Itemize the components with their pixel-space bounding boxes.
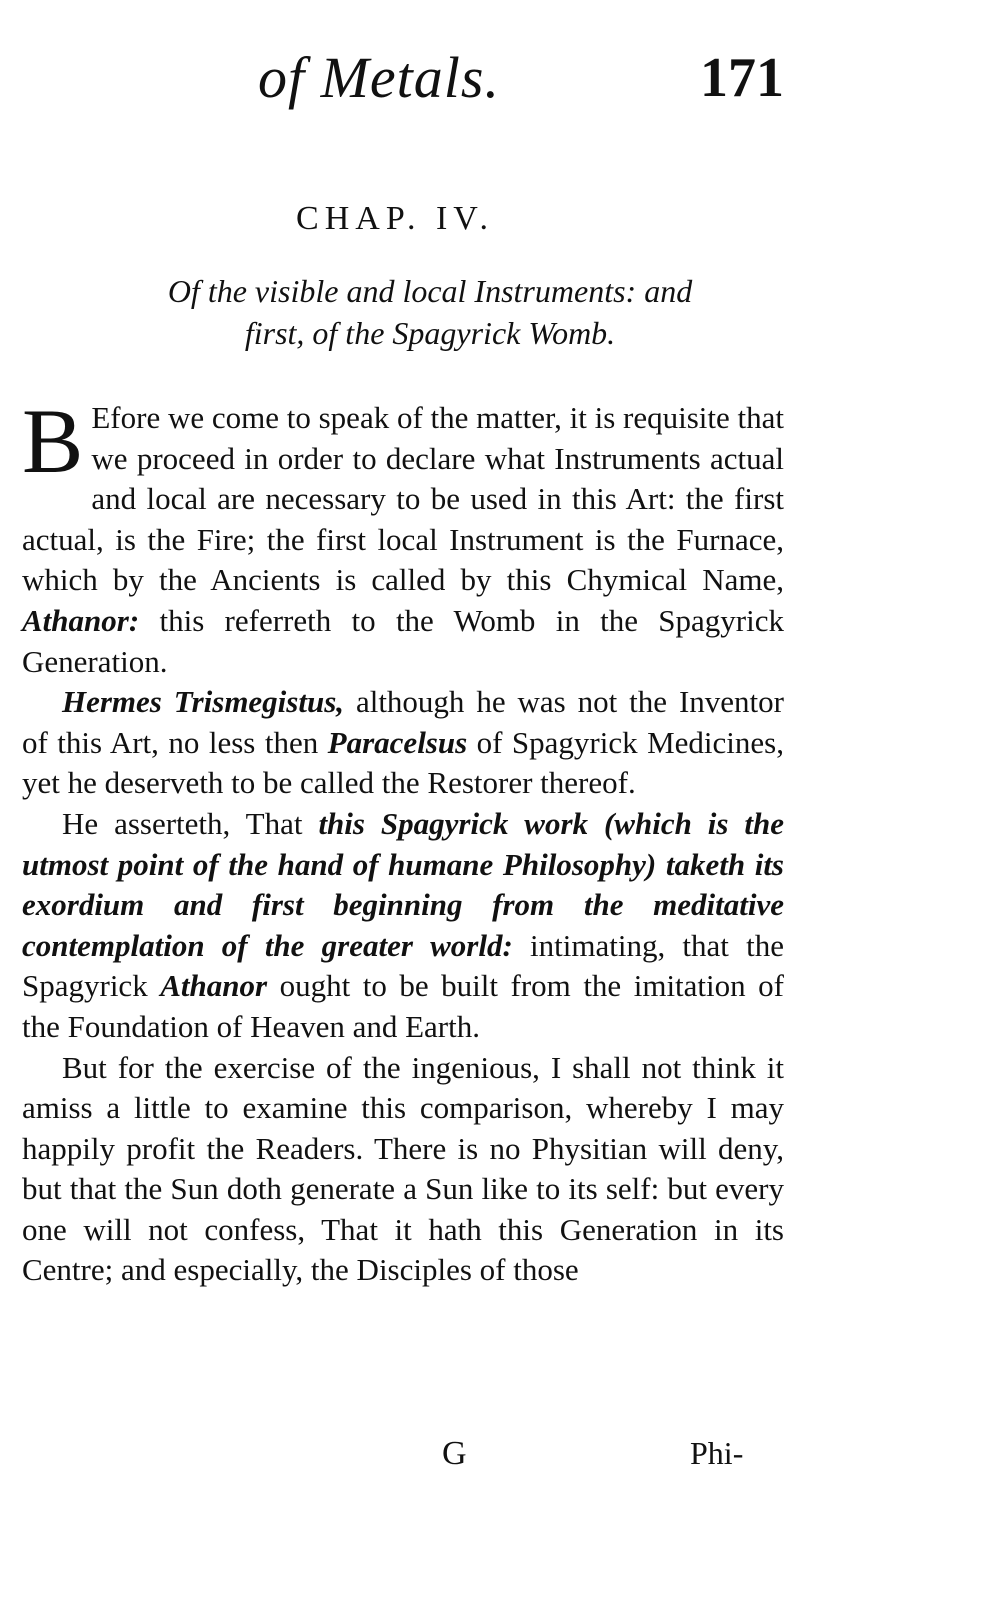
paragraph-4: [22, 1048, 784, 1292]
running-title: of Metals.: [258, 45, 500, 110]
page-number: 171: [700, 47, 784, 109]
page-footer: [0, 1435, 1000, 1485]
paragraph-3-text-end: ought to be built from the imitation of the Foundation of Heaven and Earth.: [22, 968, 785, 1044]
paragraph-3-text-mid: intimating, that the Spagyrick: [22, 927, 785, 1004]
drop-cap: B: [22, 390, 84, 492]
signature-mark: G: [442, 1435, 467, 1472]
paragraph-1: [22, 390, 784, 682]
paragraph-3-text: He asserteth, That: [62, 805, 319, 841]
paragraph-4-text: But for the exercise of the ingenious, I shall not think it amiss a little to examine this comparison, whereby I may happily profit the Readers. There is no Physitian will deny, but that the Sun doth generate a Sun like to its self: but every one will not confess, That it hath this Generation in its Centre; and especially, the Disciples of those: [22, 1049, 784, 1288]
paragraph-1-text: Efore we come to speak of the matter, it is requisite that we proceed in order to declare what Instruments actual and local are necessary to be used in this Art: the first actual, is the Fire; the first local Instrument is the Furnace, which by the Ancients is called by this Chymical Name,: [22, 400, 784, 598]
hermes-name: Hermes Trismegistus,: [62, 684, 345, 720]
running-head: [0, 38, 1000, 118]
body-text: [22, 390, 785, 1291]
paragraph-1-text-end: this referreth to the Womb in the Spagyrick Generation.: [22, 602, 784, 679]
italic-quotation: this Spagyrick work (which is the utmost point of the hand of humane Philosophy) taketh its exordium and first beginning from the meditative contemplation of the greater world:: [22, 805, 784, 963]
chapter-subtitle-line-1: Of the visible and local Instruments: and: [167, 273, 693, 309]
athanor-term-2: Athanor: [160, 968, 268, 1004]
catchword: Phi-: [690, 1435, 744, 1471]
paragraph-2-text: although he was not the Inventor of this Art, no less then: [22, 684, 784, 760]
paragraph-2: [22, 682, 784, 804]
paracelsus-name: Paracelsus: [327, 724, 468, 760]
athanor-term: Athanor:: [22, 602, 140, 638]
paragraph-2-text-end: of Spagyrick Medicines, yet he deserveth to be called the Restorer thereof.: [22, 724, 784, 801]
chapter-subtitle-line-2: first, of the Spagyrick Womb.: [244, 315, 616, 351]
paragraph-3: [22, 804, 784, 1048]
chapter-subtitle: [70, 270, 790, 354]
chapter-heading: CHAP. IV.: [296, 200, 494, 237]
